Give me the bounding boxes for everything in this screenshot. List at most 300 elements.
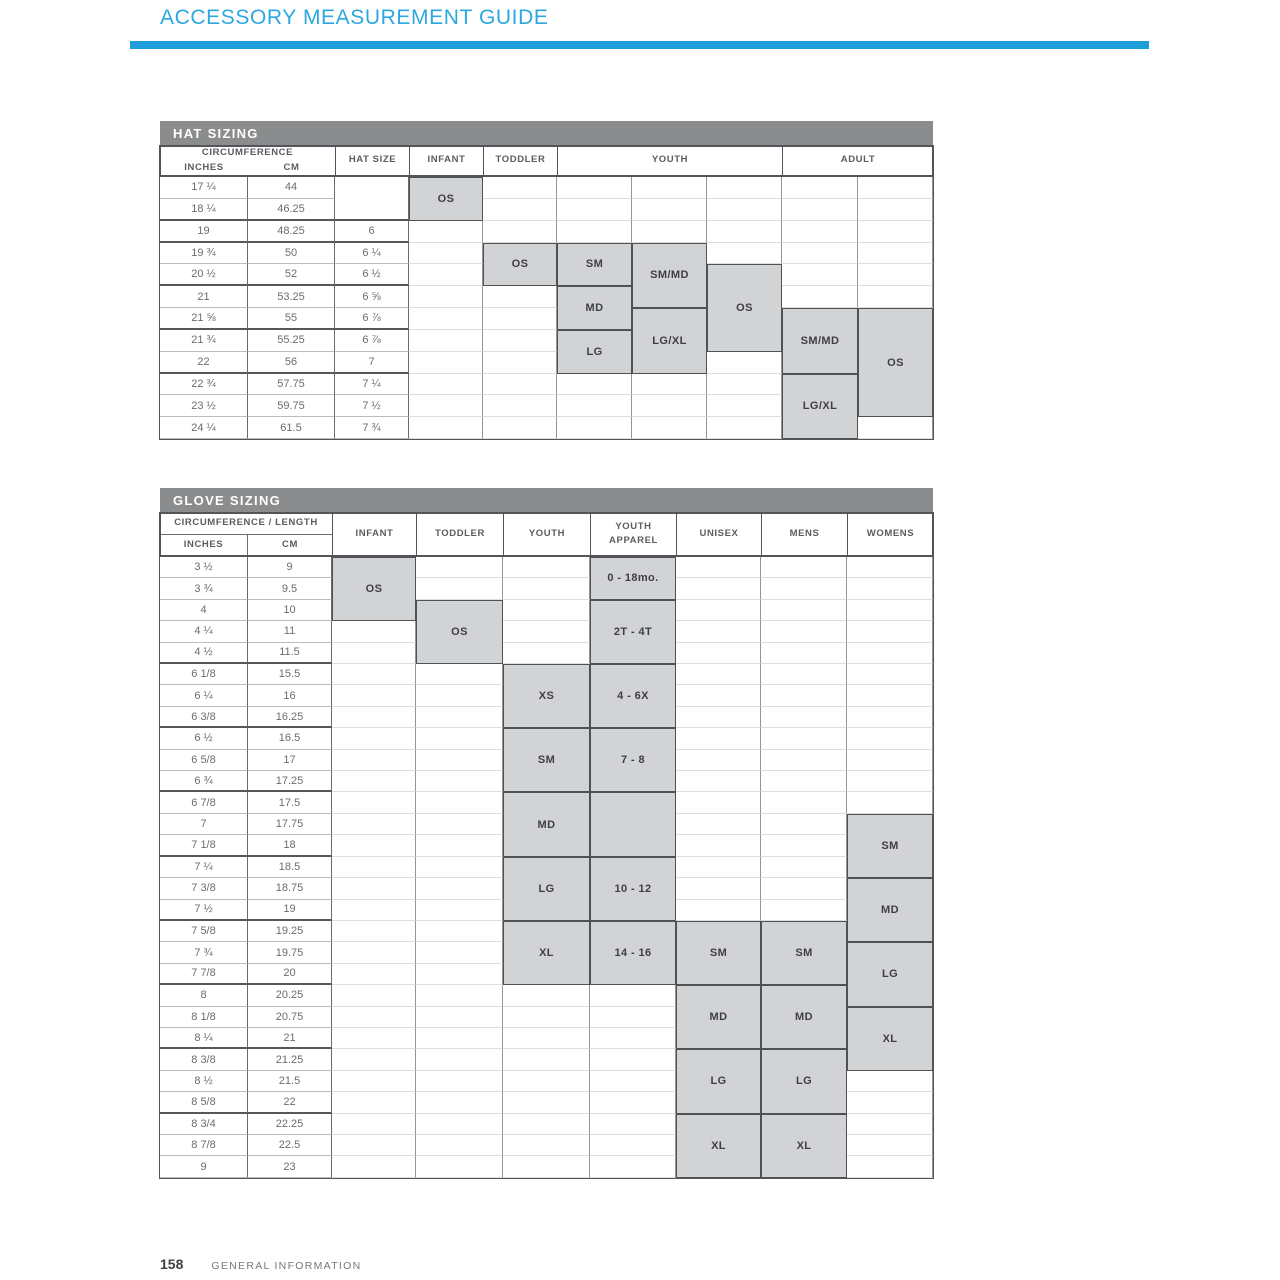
grid-cell <box>847 728 933 749</box>
grid-cell <box>761 685 847 706</box>
cell-cm: 21.5 <box>248 1071 332 1092</box>
grid-cell <box>632 221 707 243</box>
cell-cm: 22.5 <box>248 1135 332 1156</box>
grid-cell <box>332 621 416 642</box>
cell-inches: 8 <box>160 985 248 1006</box>
size-box-lg-xl: LG/XL <box>632 308 707 374</box>
grid-cell <box>416 878 503 899</box>
cell-inches: 8 ½ <box>160 1071 248 1092</box>
size-box-md: MD <box>503 792 590 856</box>
cell-cm: 44 <box>248 177 335 199</box>
cell-cm: 48.25 <box>248 221 335 243</box>
size-box-md: MD <box>761 985 847 1049</box>
grid-cell <box>483 352 557 374</box>
grid-cell <box>416 578 503 599</box>
grid-cell <box>676 578 761 599</box>
grid-cell <box>416 835 503 856</box>
glove-table-frame <box>160 513 933 1178</box>
grid-cell <box>416 1007 503 1028</box>
grid-cell <box>332 921 416 942</box>
grid-cell <box>590 1135 676 1156</box>
cell-inches: 24 ¼ <box>160 417 248 439</box>
cell-cm: 23 <box>248 1156 332 1177</box>
cell-cm: 55.25 <box>248 330 335 352</box>
title-rule <box>130 41 1149 49</box>
cell-inches: 7 ¼ <box>160 857 248 878</box>
cell-inches: 8 ¼ <box>160 1028 248 1049</box>
cell-hat-size: 7 <box>335 352 409 374</box>
size-box-md: MD <box>676 985 761 1049</box>
grid-cell <box>416 792 503 813</box>
cell-inches: 3 ½ <box>160 557 248 578</box>
grid-cell <box>483 286 557 308</box>
grid-cell <box>332 985 416 1006</box>
grid-cell <box>847 578 933 599</box>
grid-cell <box>707 374 782 396</box>
grid-cell <box>761 750 847 771</box>
cell-cm: 22 <box>248 1092 332 1113</box>
grid-cell <box>707 243 782 265</box>
grid-cell <box>632 177 707 199</box>
column-header-circumference <box>160 513 332 555</box>
column-header-hat-size: HAT SIZE <box>335 146 409 175</box>
size-box-sm-md: SM/MD <box>782 308 858 374</box>
grid-cell <box>483 374 557 396</box>
grid-cell <box>590 1028 676 1049</box>
grid-cell <box>416 964 503 985</box>
grid-cell <box>847 1071 933 1092</box>
grid-cell <box>332 964 416 985</box>
grid-cell <box>782 199 858 221</box>
cell-cm: 46.25 <box>248 199 335 221</box>
cell-cm: 16.5 <box>248 728 332 749</box>
size-box-lg: LG <box>761 1049 847 1113</box>
cell-inches: 21 ¾ <box>160 330 248 352</box>
cell-cm: 11.5 <box>248 643 332 664</box>
cell-hat-size: 6 ⅞ <box>335 330 409 352</box>
cell-cm: 17.75 <box>248 814 332 835</box>
grid-cell <box>632 374 707 396</box>
grid-cell <box>416 814 503 835</box>
grid-cell <box>676 664 761 685</box>
cell-inches: 19 <box>160 221 248 243</box>
size-box-os: OS <box>858 308 933 417</box>
cell-inches: 21 ⅝ <box>160 308 248 330</box>
column-header-infant: INFANT <box>409 146 483 175</box>
grid-cell <box>590 1049 676 1070</box>
column-header-inches: INCHES <box>184 161 224 173</box>
size-box-0-18mo: 0 - 18mo. <box>590 557 676 600</box>
grid-cell <box>676 835 761 856</box>
cell-cm: 11 <box>248 621 332 642</box>
grid-cell <box>761 728 847 749</box>
grid-cell <box>782 264 858 286</box>
cell-cm: 21 <box>248 1028 332 1049</box>
grid-cell <box>332 1156 416 1177</box>
hat-sizing-table <box>160 121 933 439</box>
cell-hat-size: 6 ½ <box>335 264 409 286</box>
grid-cell <box>332 707 416 728</box>
grid-cell <box>761 835 847 856</box>
grid-cell <box>847 1114 933 1135</box>
cell-cm: 19.75 <box>248 942 332 963</box>
grid-cell <box>707 417 782 439</box>
size-box-sm: SM <box>847 814 933 878</box>
grid-cell <box>409 243 483 265</box>
grid-cell <box>847 557 933 578</box>
grid-cell <box>332 1092 416 1113</box>
cell-inches: 8 5/8 <box>160 1092 248 1113</box>
column-header-youth: YOUTH <box>557 146 782 175</box>
size-box-xs: XS <box>503 664 590 728</box>
size-box-md: MD <box>557 286 632 330</box>
grid-cell <box>590 1114 676 1135</box>
grid-cell <box>409 286 483 308</box>
grid-cell <box>782 243 858 265</box>
cell-cm: 57.75 <box>248 374 335 396</box>
cell-inches: 7 7/8 <box>160 964 248 985</box>
grid-cell <box>416 900 503 921</box>
cell-inches: 6 3/8 <box>160 707 248 728</box>
cell-inches: 4 ¼ <box>160 621 248 642</box>
cell-inches: 20 ½ <box>160 264 248 286</box>
size-box-lg: LG <box>847 942 933 1006</box>
grid-cell <box>676 600 761 621</box>
glove-table-title: GLOVE SIZING <box>173 493 282 508</box>
grid-cell <box>557 177 632 199</box>
grid-cell <box>332 792 416 813</box>
grid-cell <box>416 1114 503 1135</box>
grid-cell <box>503 621 590 642</box>
grid-cell <box>332 771 416 792</box>
grid-cell <box>409 264 483 286</box>
cell-inches: 21 <box>160 286 248 308</box>
grid-cell <box>409 352 483 374</box>
cell-inches: 7 3/8 <box>160 878 248 899</box>
cell-cm: 10 <box>248 600 332 621</box>
cell-cm: 53.25 <box>248 286 335 308</box>
grid-cell <box>503 1028 590 1049</box>
grid-cell <box>483 177 557 199</box>
cell-inches: 23 ½ <box>160 395 248 417</box>
cell-cm: 17.5 <box>248 792 332 813</box>
cell-inches: 9 <box>160 1156 248 1177</box>
size-box-os: OS <box>332 557 416 621</box>
size-box-sm: SM <box>557 243 632 287</box>
grid-cell <box>416 685 503 706</box>
column-header-circumference <box>160 146 335 175</box>
grid-cell <box>676 792 761 813</box>
grid-cell <box>409 395 483 417</box>
grid-cell <box>332 750 416 771</box>
column-header-line: YOUTH <box>615 520 652 532</box>
cell-cm: 52 <box>248 264 335 286</box>
cell-inches: 4 <box>160 600 248 621</box>
size-box-xl: XL <box>761 1114 847 1178</box>
grid-cell <box>483 330 557 352</box>
grid-cell <box>503 643 590 664</box>
grid-cell <box>782 177 858 199</box>
grid-cell <box>332 1049 416 1070</box>
grid-cell <box>676 621 761 642</box>
cell-inches: 7 1/8 <box>160 835 248 856</box>
grid-cell <box>858 199 933 221</box>
grid-cell <box>761 771 847 792</box>
grid-cell <box>557 395 632 417</box>
grid-cell <box>676 728 761 749</box>
size-box-lg-xl: LG/XL <box>782 374 858 440</box>
cell-cm: 19 <box>248 900 332 921</box>
size-box-sm: SM <box>503 728 590 792</box>
grid-cell <box>761 707 847 728</box>
grid-cell <box>590 1071 676 1092</box>
grid-cell <box>409 374 483 396</box>
hat-table-header <box>160 146 933 177</box>
grid-cell <box>858 243 933 265</box>
page-number: 158 <box>160 1256 184 1272</box>
grid-cell <box>847 1092 933 1113</box>
grid-cell <box>503 1007 590 1028</box>
grid-cell <box>332 664 416 685</box>
grid-cell <box>707 352 782 374</box>
cell-hat-size: 7 ¼ <box>335 374 409 396</box>
grid-cell <box>503 1092 590 1113</box>
grid-cell <box>632 395 707 417</box>
grid-cell <box>416 771 503 792</box>
grid-cell <box>590 1156 676 1177</box>
column-header-line: APPAREL <box>609 535 658 546</box>
grid-cell <box>416 921 503 942</box>
cell-cm: 18.75 <box>248 878 332 899</box>
grid-cell <box>503 1049 590 1070</box>
cell-inches: 7 ¾ <box>160 942 248 963</box>
grid-cell <box>332 857 416 878</box>
cell-cm: 19.25 <box>248 921 332 942</box>
grid-cell <box>847 664 933 685</box>
grid-cell <box>503 985 590 1006</box>
cell-inches: 22 <box>160 352 248 374</box>
hat-table-title-bar <box>160 121 933 146</box>
grid-cell <box>761 643 847 664</box>
column-header-inches: INCHES <box>160 535 248 556</box>
grid-cell <box>761 664 847 685</box>
column-header-youth-apparel <box>590 513 676 555</box>
hat-table-title: HAT SIZING <box>173 126 259 141</box>
cell-hat-size: 7 ¾ <box>335 417 409 439</box>
cell-inches: 8 3/4 <box>160 1114 248 1135</box>
column-header-unisex: UNISEX <box>676 513 761 555</box>
grid-cell <box>416 942 503 963</box>
grid-cell <box>416 1049 503 1070</box>
grid-cell <box>332 728 416 749</box>
cell-inches: 7 ½ <box>160 900 248 921</box>
cell-inches: 7 <box>160 814 248 835</box>
grid-cell <box>707 177 782 199</box>
grid-cell <box>676 857 761 878</box>
grid-cell <box>332 835 416 856</box>
grid-cell <box>632 417 707 439</box>
grid-cell <box>557 221 632 243</box>
column-header-cm: CM <box>283 161 300 173</box>
cell-inches: 8 1/8 <box>160 1007 248 1028</box>
grid-cell <box>761 814 847 835</box>
grid-cell <box>676 771 761 792</box>
cell-cm: 17 <box>248 750 332 771</box>
grid-cell <box>503 1135 590 1156</box>
grid-cell <box>632 199 707 221</box>
grid-cell <box>676 750 761 771</box>
grid-cell <box>503 600 590 621</box>
cell-cm: 17.25 <box>248 771 332 792</box>
grid-cell <box>590 1092 676 1113</box>
cell-cm: 16 <box>248 685 332 706</box>
cell-inches: 7 5/8 <box>160 921 248 942</box>
grid-cell <box>707 395 782 417</box>
size-box-md: MD <box>847 878 933 942</box>
cell-hat-size: 6 <box>335 221 409 243</box>
glove-table-header <box>160 513 933 557</box>
cell-cm: 20.25 <box>248 985 332 1006</box>
grid-cell <box>782 286 858 308</box>
grid-cell <box>332 878 416 899</box>
size-box-14-16: 14 - 16 <box>590 921 676 985</box>
size-box-lg: LG <box>557 330 632 374</box>
glove-table-body <box>160 557 933 1178</box>
cell-inches: 17 ¼ <box>160 177 248 199</box>
column-header-womens: WOMENS <box>847 513 933 555</box>
page-title: ACCESSORY MEASUREMENT GUIDE <box>160 6 549 29</box>
grid-cell <box>503 578 590 599</box>
cell-cm: 15.5 <box>248 664 332 685</box>
grid-cell <box>858 286 933 308</box>
cell-inches: 6 ½ <box>160 728 248 749</box>
grid-cell <box>483 221 557 243</box>
grid-cell <box>332 1071 416 1092</box>
column-header-mens: MENS <box>761 513 847 555</box>
cell-inches: 4 ½ <box>160 643 248 664</box>
grid-cell <box>858 177 933 199</box>
grid-cell <box>847 771 933 792</box>
grid-cell <box>483 199 557 221</box>
grid-cell <box>416 728 503 749</box>
cell-inches: 6 1/8 <box>160 664 248 685</box>
cell-cm: 9.5 <box>248 578 332 599</box>
cell-cm: 22.25 <box>248 1114 332 1135</box>
cell-cm: 20 <box>248 964 332 985</box>
grid-cell <box>590 1007 676 1028</box>
size-box-os: OS <box>707 264 782 351</box>
circumference-subheader <box>160 161 335 176</box>
merged-blank-cell <box>335 177 409 221</box>
grid-cell <box>332 1028 416 1049</box>
grid-cell <box>676 814 761 835</box>
circumference-label: CIRCUMFERENCE / LENGTH <box>174 517 318 529</box>
grid-cell <box>761 792 847 813</box>
cell-cm: 9 <box>248 557 332 578</box>
cell-cm: 56 <box>248 352 335 374</box>
grid-cell <box>761 557 847 578</box>
grid-cell <box>483 395 557 417</box>
size-box-lg: LG <box>676 1049 761 1113</box>
grid-cell <box>676 685 761 706</box>
grid-cell <box>332 685 416 706</box>
grid-cell <box>847 1135 933 1156</box>
grid-cell <box>503 1156 590 1177</box>
grid-cell <box>416 1071 503 1092</box>
grid-cell <box>503 557 590 578</box>
grid-cell <box>847 685 933 706</box>
column-header-adult: ADULT <box>782 146 933 175</box>
grid-cell <box>707 199 782 221</box>
size-box-sm: SM <box>676 921 761 985</box>
grid-cell <box>782 221 858 243</box>
size-box-xl: XL <box>503 921 590 985</box>
cell-inches: 6 ¼ <box>160 685 248 706</box>
cell-cm: 55 <box>248 308 335 330</box>
size-box-os: OS <box>416 600 503 664</box>
size-box-7-8: 7 - 8 <box>590 728 676 792</box>
grid-cell <box>847 750 933 771</box>
cell-inches: 3 ¾ <box>160 578 248 599</box>
column-header-cm: CM <box>282 538 298 550</box>
cell-inches: 19 ¾ <box>160 243 248 265</box>
cell-hat-size: 6 ⅝ <box>335 286 409 308</box>
grid-cell <box>416 750 503 771</box>
column-header-toddler: TODDLER <box>416 513 503 555</box>
grid-cell <box>676 900 761 921</box>
grid-cell <box>858 264 933 286</box>
cell-hat-size: 6 ¼ <box>335 243 409 265</box>
grid-cell <box>332 814 416 835</box>
grid-cell <box>483 308 557 330</box>
grid-cell <box>409 308 483 330</box>
grid-cell <box>416 707 503 728</box>
cell-hat-size: 6 ⅞ <box>335 308 409 330</box>
grid-cell <box>416 985 503 1006</box>
cell-cm: 18 <box>248 835 332 856</box>
grid-cell <box>503 1114 590 1135</box>
grid-cell <box>409 330 483 352</box>
grid-cell <box>332 1007 416 1028</box>
cell-inches: 6 ¾ <box>160 771 248 792</box>
size-box-10-12: 10 - 12 <box>590 857 676 921</box>
size-box-blank <box>590 792 676 856</box>
grid-cell <box>416 1156 503 1177</box>
grid-cell <box>858 417 933 439</box>
glove-table-title-bar <box>160 488 933 513</box>
cell-cm: 21.25 <box>248 1049 332 1070</box>
cell-hat-size: 7 ½ <box>335 395 409 417</box>
cell-cm: 16.25 <box>248 707 332 728</box>
size-box-2t-4t: 2T - 4T <box>590 600 676 664</box>
grid-cell <box>590 985 676 1006</box>
size-box-os: OS <box>409 177 483 221</box>
cell-inches: 8 7/8 <box>160 1135 248 1156</box>
grid-cell <box>847 643 933 664</box>
grid-cell <box>332 643 416 664</box>
grid-cell <box>416 857 503 878</box>
grid-cell <box>847 600 933 621</box>
size-box-sm-md: SM/MD <box>632 243 707 309</box>
size-box-lg: LG <box>503 857 590 921</box>
grid-cell <box>761 900 847 921</box>
grid-cell <box>409 221 483 243</box>
column-header-toddler: TODDLER <box>483 146 557 175</box>
footer-section-label: GENERAL INFORMATION <box>211 1260 362 1272</box>
cell-inches: 8 3/8 <box>160 1049 248 1070</box>
grid-cell <box>503 1071 590 1092</box>
grid-cell <box>332 942 416 963</box>
